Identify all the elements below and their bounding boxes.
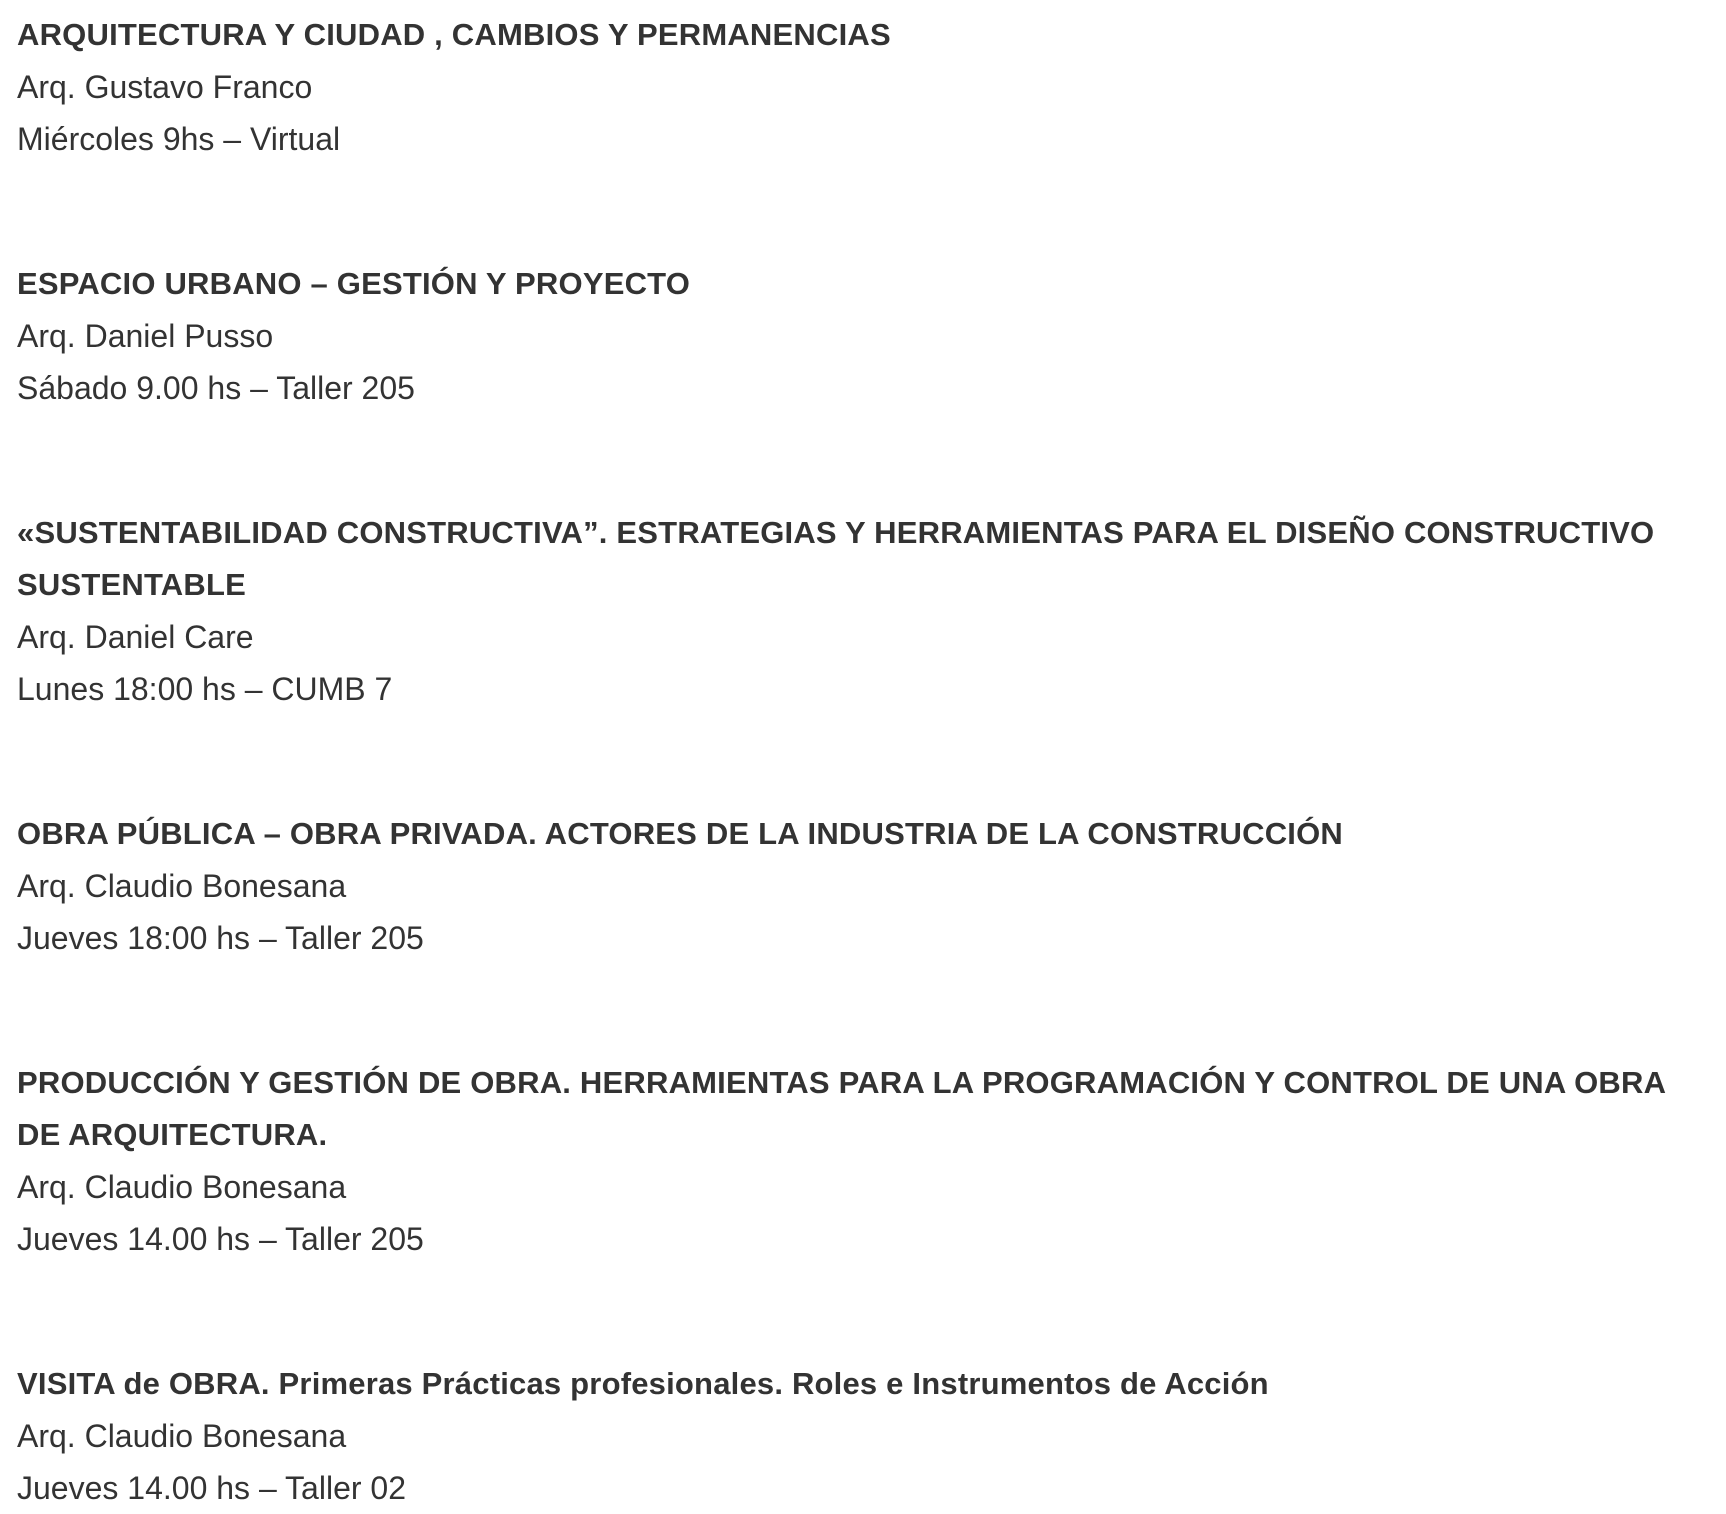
course-title: «SUSTENTABILIDAD CONSTRUCTIVA”. ESTRATEGIAS Y HERRAMIENTAS PARA EL DISEÑO CONSTRUCTIVO SUSTENTABLE (17, 515, 1655, 602)
course-title: VISITA de OBRA. Primeras Prácticas profesionales. Roles e Instrumentos de Acción (17, 1366, 1269, 1401)
course-title: ARQUITECTURA Y CIUDAD , CAMBIOS Y PERMANENCIAS (17, 17, 891, 52)
course-schedule: Sábado 9.00 hs – Taller 205 (17, 370, 415, 406)
course-professor: Arq. Gustavo Franco (17, 69, 313, 105)
course-title: ESPACIO URBANO – GESTIÓN Y PROYECTO (17, 266, 691, 301)
course-entry (17, 1358, 1717, 1514)
course-entry (17, 1057, 1717, 1265)
course-schedule: Miércoles 9hs – Virtual (17, 121, 341, 157)
course-schedule: Jueves 18:00 hs – Taller 205 (17, 920, 424, 956)
course-entry (17, 507, 1717, 715)
course-title: PRODUCCIÓN Y GESTIÓN DE OBRA. HERRAMIENTAS PARA LA PROGRAMACIÓN Y CONTROL DE UNA OBRA DE ARQUITECTURA. (17, 1065, 1666, 1152)
course-entry (17, 258, 1717, 414)
course-entry (17, 808, 1717, 964)
course-professor: Arq. Daniel Pusso (17, 318, 274, 354)
course-schedule: Jueves 14.00 hs – Taller 205 (17, 1221, 424, 1257)
course-entry (17, 0, 1717, 165)
course-schedule: Lunes 18:00 hs – CUMB 7 (17, 671, 393, 707)
course-professor: Arq. Claudio Bonesana (17, 1169, 347, 1205)
course-professor: Arq. Daniel Care (17, 619, 254, 655)
course-schedule: Jueves 14.00 hs – Taller 02 (17, 1470, 406, 1506)
course-title: OBRA PÚBLICA – OBRA PRIVADA. ACTORES DE LA INDUSTRIA DE LA CONSTRUCCIÓN (17, 816, 1343, 851)
course-professor: Arq. Claudio Bonesana (17, 1418, 347, 1454)
course-professor: Arq. Claudio Bonesana (17, 868, 347, 904)
